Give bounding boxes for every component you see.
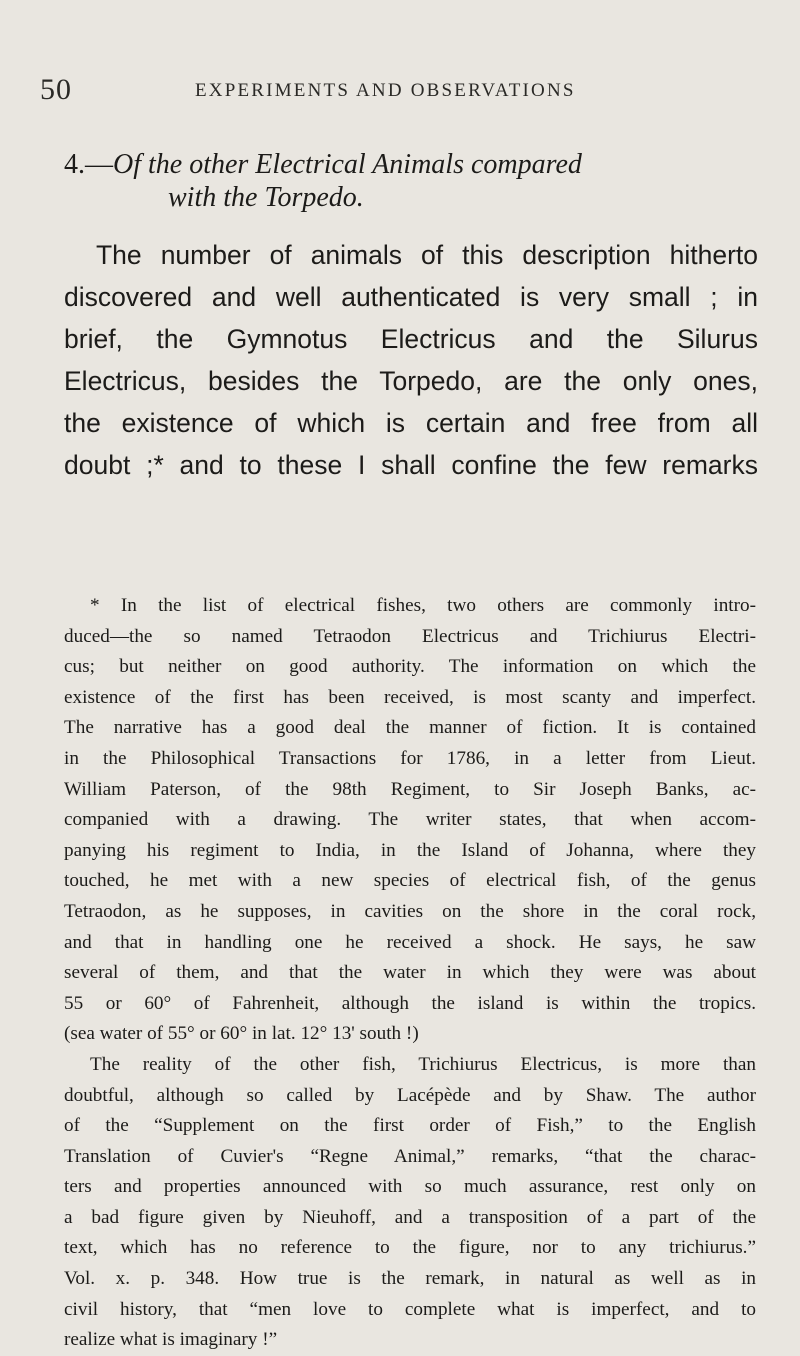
footnote-line: William Paterson, of the 98th Regiment, to Sir Joseph Banks, ac- — [64, 778, 756, 800]
running-head: EXPERIMENTS AND OBSERVATIONS — [195, 80, 576, 101]
footnote-line: civil history, that “men love to complete what is imperfect, and to — [64, 1298, 756, 1320]
footnote-line: cus; but neither on good authority. The information on which the — [64, 656, 756, 678]
body-line: brief, the Gymnotus Electricus and the Silurus — [64, 324, 758, 354]
footnote-line: realize what is imaginary !” — [64, 1329, 278, 1351]
section-title-line2: with the Torpedo. — [168, 182, 364, 213]
footnote — [64, 591, 756, 1356]
footnote-line: 55 or 60° of Fahrenheit, although the island is within the tropics. — [64, 992, 756, 1014]
footnote-line: touched, he met with a new species of electrical fish, of the genus — [64, 870, 756, 892]
footnote-line: a bad figure given by Nieuhoff, and a transposition of a part of the — [64, 1206, 756, 1228]
page-number: 50 — [40, 73, 72, 106]
section-title-line1: Of the other Electrical Animals compared — [113, 149, 582, 180]
body-line: the existence of which is certain and free from all — [64, 408, 758, 438]
footnote-line: and that in handling one he received a shock. He says, he saw — [64, 931, 756, 953]
footnote-line: text, which has no reference to the figure, nor to any trichiurus.” — [64, 1237, 756, 1259]
footnote-line: panying his regiment to India, in the Island of Johanna, where they — [64, 839, 756, 861]
footnote-line: duced—the so named Tetraodon Electricus and Trichiurus Electri- — [64, 625, 756, 647]
body-line: The number of animals of this description hitherto — [96, 240, 758, 270]
footnote-line: ters and properties announced with so much assurance, rest only on — [64, 1176, 756, 1198]
section-heading — [64, 148, 744, 214]
footnote-line: Vol. x. p. 348. How true is the remark, in natural as well as in — [64, 1268, 756, 1290]
footnote-line: Tetraodon, as he supposes, in cavities on the shore in the coral rock, — [64, 900, 756, 922]
footnote-line: of the “Supplement on the first order of Fish,” to the English — [64, 1115, 756, 1137]
footnote-paragraph-2 — [64, 1050, 756, 1356]
footnote-line: companied with a drawing. The writer states, that when accom- — [64, 809, 756, 831]
footnote-line: in the Philosophical Transactions for 1786, in a letter from Lieut. — [64, 747, 756, 769]
body-paragraph — [64, 234, 758, 486]
footnote-line: (sea water of 55° or 60° in lat. 12° 13' south !) — [64, 1023, 419, 1045]
footnote-line: several of them, and that the water in which they were was about — [64, 962, 756, 984]
section-number: 4.— — [64, 149, 113, 180]
footnote-paragraph-1 — [64, 591, 756, 1050]
body-line: doubt ;* and to these I shall confine the few remarks — [64, 450, 758, 480]
footnote-line: Translation of Cuvier's “Regne Animal,” remarks, “that the charac- — [64, 1145, 756, 1167]
footnote-line: The reality of the other fish, Trichiurus Electricus, is more than — [90, 1053, 756, 1075]
body-line: Electricus, besides the Torpedo, are the only ones, — [64, 366, 758, 396]
footnote-line: * In the list of electrical fishes, two others are commonly intro- — [90, 595, 756, 616]
footnote-line: existence of the first has been received, is most scanty and imperfect. — [64, 686, 756, 708]
footnote-line: doubtful, although so called by Lacépède and by Shaw. The author — [64, 1084, 756, 1106]
footnote-line: The narrative has a good deal the manner of fiction. It is contained — [64, 717, 756, 739]
body-line: discovered and well authenticated is very small ; in — [64, 282, 758, 312]
